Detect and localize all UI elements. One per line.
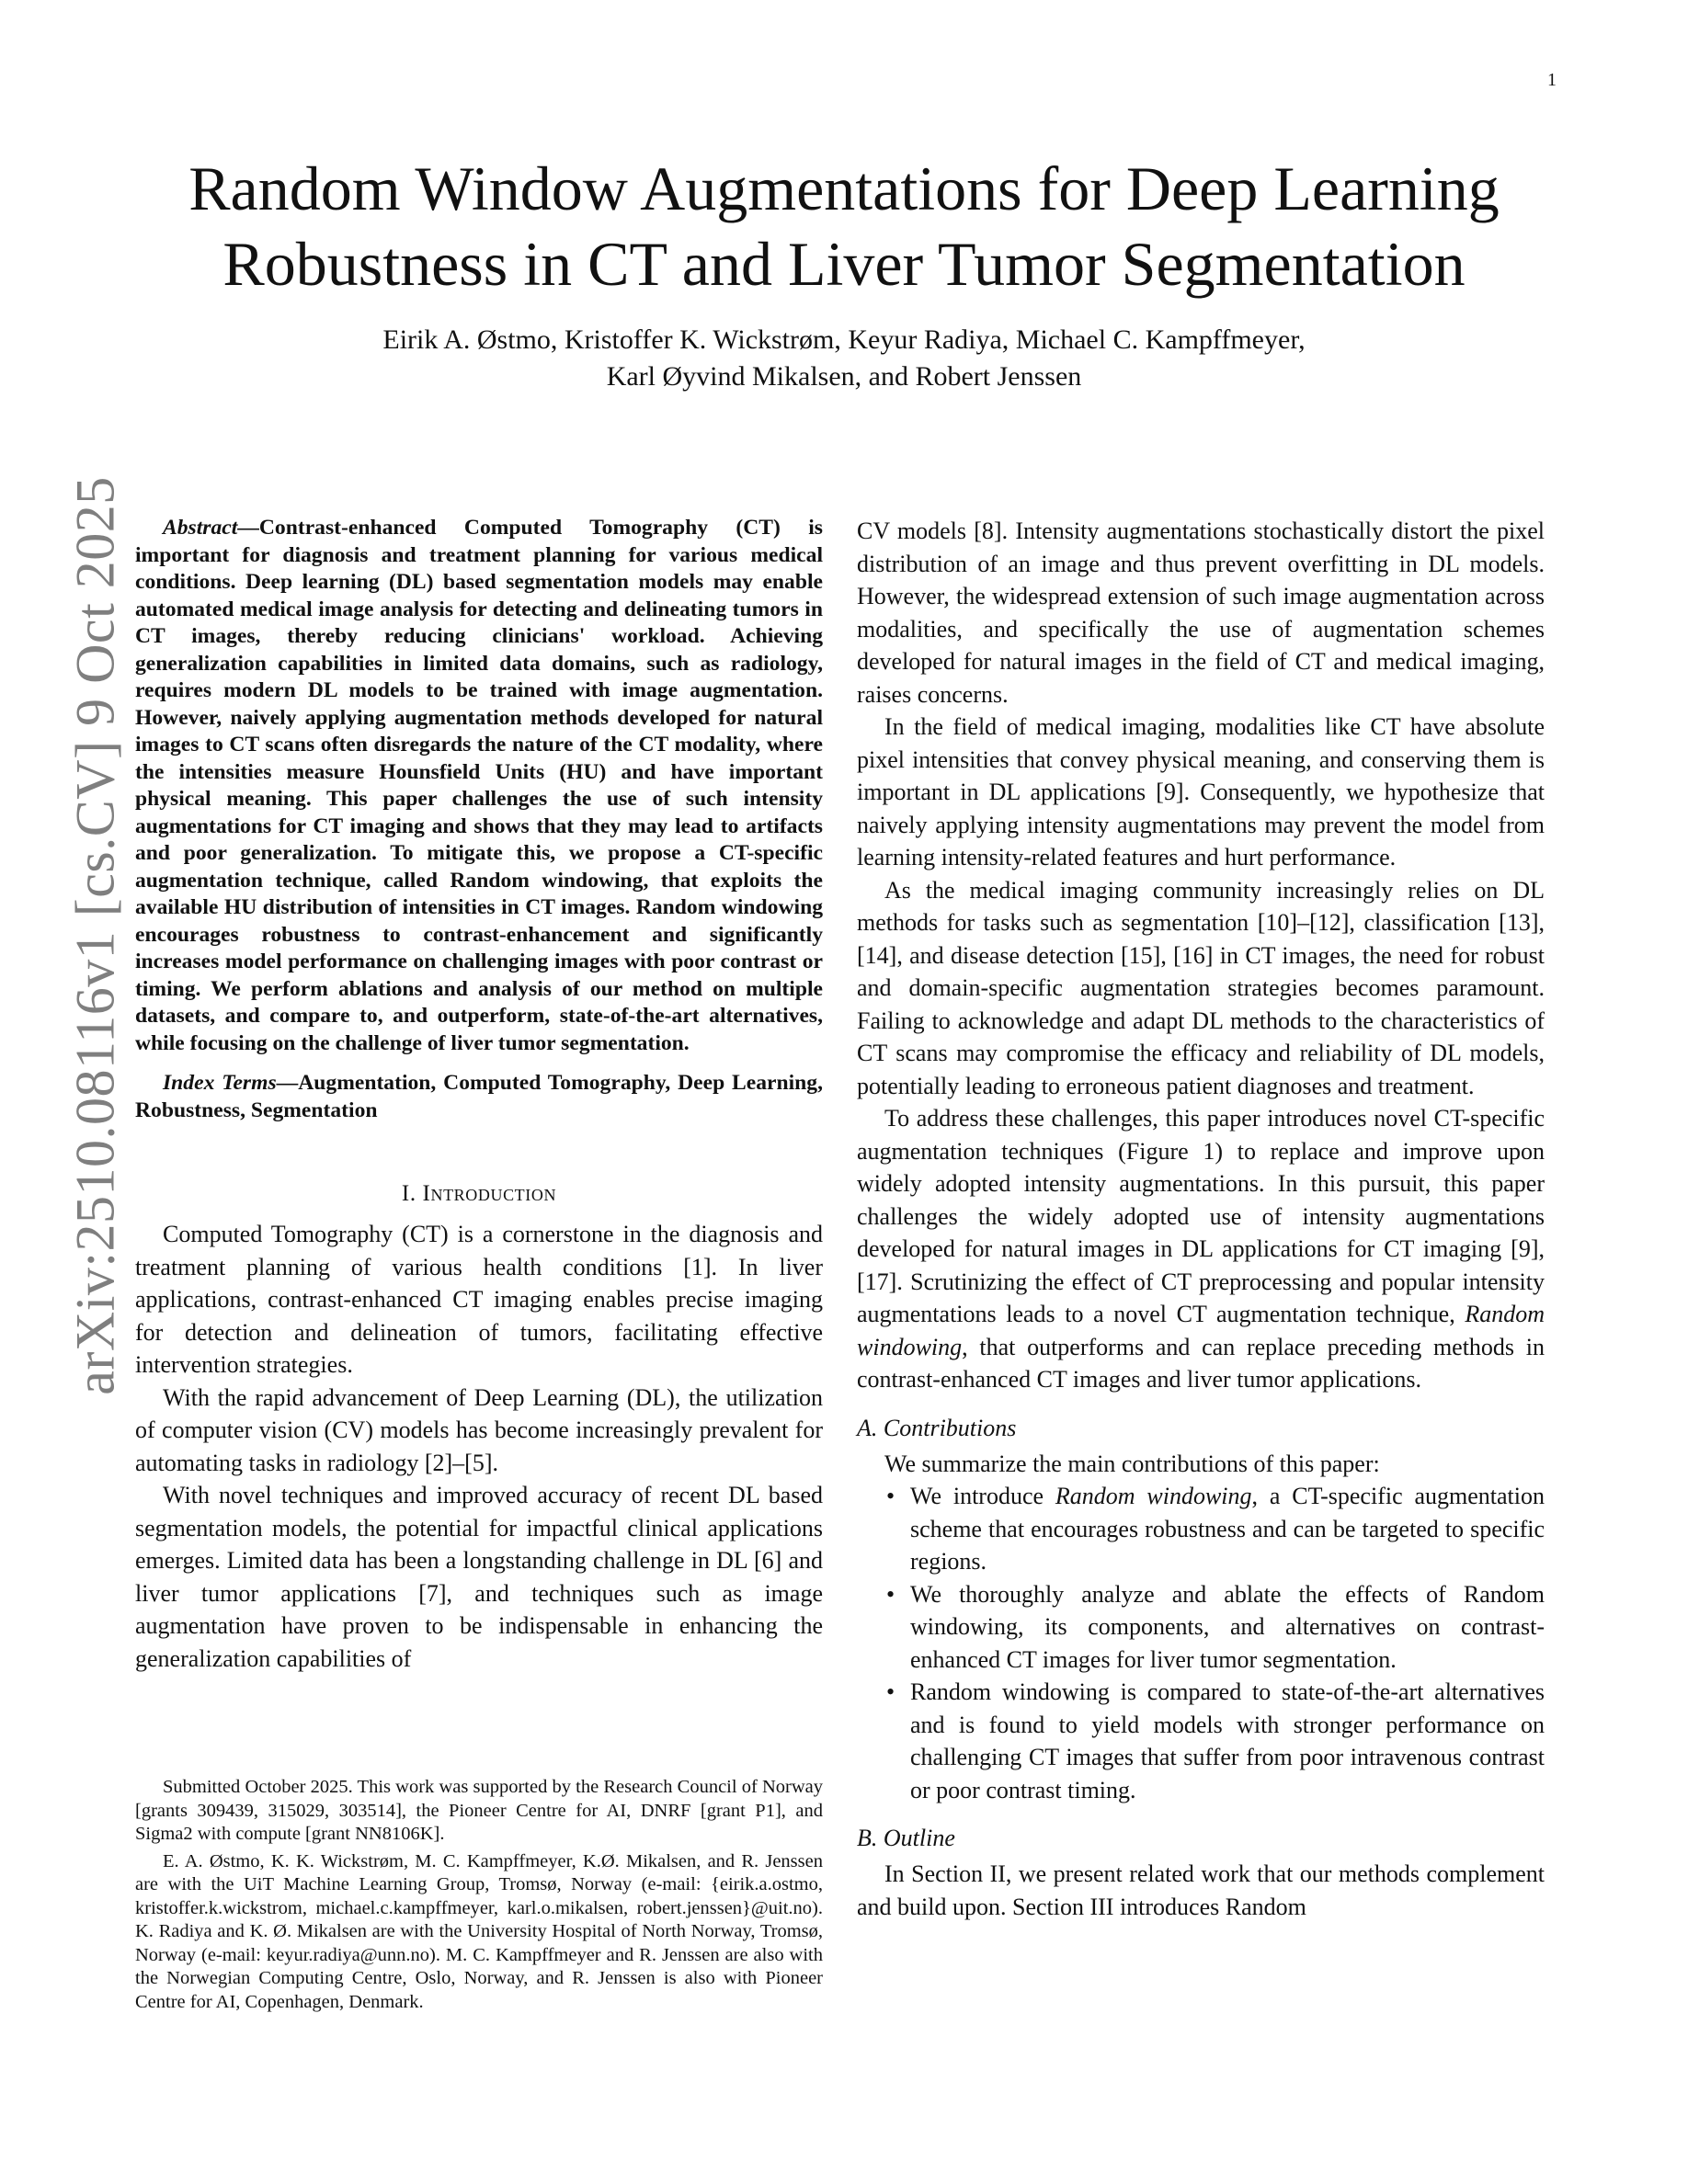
footnote-funding: Submitted October 2025. This work was supported by the Research Council of Norway [grants 309439, 315029, 303514], the Pioneer Centre for AI, DNRF [grant P1], and Sigma2 with compute [grant NN8106K]. [135, 1777, 823, 1844]
bullet-1-emphasis: Random windowing [1055, 1483, 1252, 1509]
left-column [135, 515, 823, 1675]
right-paragraph-1: CV models [8]. Intensity augmentations stochastically distort the pixel distribution of an image and thus prevent overfitting in DL models. However, the widespread extension of such image augmentation across modalities, and specifically the use of augmentation schemes developed for natural images in the field of CT and medical imaging, raises concerns. [857, 518, 1545, 708]
intro-paragraph-3: With novel techniques and improved accuracy of recent DL based segmentation models, the potential for impactful clinical applications emerges. Limited data has been a longstanding challenge in DL [6] and liver tumor applications [7], and techniques such as image augmentation have proven to be indispensable in enhancing the generalization capabilities of [135, 1482, 823, 1672]
title-line-1: Random Window Augmentations for Deep Learning [188, 154, 1500, 223]
index-terms-text: —Augmentation, Computed Tomography, Deep Learning, Robustness, Segmentation [135, 1071, 823, 1122]
p4-text-before: To address these challenges, this paper introduces novel CT-specific augmentation techniques (Figure 1) to replace and improve upon widely adopted intensity augmentations. In this pursuit, this paper challenges the widely adopted use of intensity augmentations developed for natural images in DL applications for CT imaging [9], [17]. Scrutinizing the effect of CT preprocessing and popular intensity augmentations leads to a novel CT augmentation technique, [857, 1105, 1545, 1327]
intro-paragraph-1: Computed Tomography (CT) is a cornerstone in the diagnosis and treatment planning of various health conditions [1]. In liver applications, contrast-enhanced CT imaging enables precise imaging for detection and delineation of tumors, facilitating effective intervention strategies. [135, 1221, 823, 1378]
author-list [120, 322, 1568, 395]
bullet-2-text: We thoroughly analyze and ablate the effects of Random windowing, its components, and alternatives on contrast-enhanced CT images for liver tumor segmentation. [910, 1580, 1545, 1673]
p4-text-emphasis: Random windowing [857, 1301, 1545, 1360]
intro-paragraph-2: With the rapid advancement of Deep Learning (DL), the utilization of computer vision (CV) models has become increasingly prevalent for automating tasks in radiology [2]–[5]. [135, 1383, 823, 1476]
arxiv-stamp[interactable]: arXiv:2510.08116v1 [cs.CV] 9 Oct 2025 [64, 476, 126, 1395]
contributions-list [857, 1480, 1545, 1806]
right-paragraph-2: In the field of medical imaging, modalities like CT have absolute pixel intensities that convey physical meaning, and conserving them is important in DL applications [9]. Consequently, we hypothesize that naively applying intensity augmentations may prevent the model from learning intensity-related features and hurt performance. [857, 713, 1545, 870]
outline-paragraph: In Section II, we present related work that our methods complement and build upon. Section III introduces Random [857, 1860, 1545, 1920]
right-paragraph-3: As the medical imaging community increasingly relies on DL methods for tasks such as segmentation [10]–[12], classification [13], [14], and disease detection [15], [16] in CT images, the need for robust and domain-specific augmentation strategies becomes paramount. Failing to acknowledge and adapt DL methods to the characteristics of CT scans may compromise the efficacy and reliability of DL models, potentially leading to erroneous patient diagnoses and treatment. [857, 876, 1545, 1099]
index-terms [135, 1070, 823, 1124]
bullet-icon: • [886, 1483, 895, 1509]
bullet-3-text: Random windowing is compared to state-of-the-art alternatives and is found to yield models with stronger performance on challenging CT images that suffer from poor intravenous contrast or poor contrast timing. [910, 1678, 1545, 1803]
subsection-contributions: A. Contributions [857, 1414, 1017, 1441]
bullet-icon: • [886, 1678, 895, 1705]
p4-text-after: , that outperforms and can replace preceding methods in contrast-enhanced CT images and liver tumor applications. [857, 1333, 1545, 1393]
bullet-icon: • [886, 1580, 895, 1608]
list-item [884, 1480, 1545, 1578]
right-column [857, 515, 1545, 1923]
list-item [884, 1676, 1545, 1806]
page-number: 1 [1547, 70, 1557, 90]
abstract-label: Abstract [163, 516, 238, 540]
title-line-2: Robustness in CT and Liver Tumor Segmentation [222, 229, 1466, 299]
list-item [884, 1578, 1545, 1677]
bullet-1-before: We introduce [910, 1483, 1055, 1509]
abstract-text: —Contrast-enhanced Computed Tomography (CT) is important for diagnosis and treatment planning for various medical conditions. Deep learning (DL) based segmentation models may enable automated medical image analysis for detecting and delineating tumors in CT images, thereby reducing clinicians' workload. Achieving generalization capabilities in limited data domains, such as radiology, requires modern DL models to be trained with image augmentation. However, naively applying augmentation methods developed for natural images to CT scans often disregards the nature of the CT modality, where the intensities measure Hounsfield Units (HU) and have important physical meaning. This paper challenges the use of such intensity augmentations for CT imaging and shows that they may lead to artifacts and poor generalization. To mitigate this, we propose a CT-specific augmentation technique, called Random windowing, that exploits the available HU distribution of intensities in CT images. Random windowing encourages robustness to contrast-enhancement and significantly increases model performance on challenging images with poor contrast or timing. We perform ablations and analysis of our method on multiple datasets, and compare to, and outperform, state-of-the-art alternatives, while focusing on the challenge of liver tumor segmentation. [135, 516, 823, 1055]
subsection-outline: B. Outline [857, 1825, 955, 1851]
section-heading-introduction: I. Introduction [401, 1181, 557, 1206]
abstract [135, 515, 823, 1057]
footnotes [135, 1776, 823, 2018]
authors-line-1: Eirik A. Østmo, Kristoffer K. Wickstrøm, Keyur Radiya, Michael C. Kampffmeyer, [382, 324, 1306, 355]
footnote-affiliations: E. A. Østmo, K. K. Wickstrøm, M. C. Kampffmeyer, K.Ø. Mikalsen, and R. Jenssen are with the UiT Machine Learning Group, Tromsø, Norway (e-mail: {eirik.a.ostmo, kristoffer.k.wickstrom, michael.c.kampffmeyer, karl.o.mikalsen, robert.jenssen}@uit.no). K. Radiya and K. Ø. Mikalsen are with the University Hospital of North Norway, Tromsø, Norway (e-mail: keyur.radiya@unn.no). M. C. Kampffmeyer and R. Jenssen are also with the Norwegian Computing Centre, Oslo, Norway, and R. Jenssen is also with Pioneer Centre for AI, Copenhagen, Denmark. [135, 1850, 823, 2012]
right-paragraph-4 [857, 1102, 1545, 1396]
contributions-intro: We summarize the main contributions of this paper: [884, 1450, 1380, 1477]
paper-title [120, 151, 1568, 301]
bullet-1-after: , a CT-specific augmentation scheme that encourages robustness and can be targeted to specific regions. [910, 1483, 1545, 1575]
index-terms-label: Index Terms [163, 1071, 277, 1095]
authors-line-2: Karl Øyvind Mikalsen, and Robert Jenssen [606, 361, 1082, 392]
